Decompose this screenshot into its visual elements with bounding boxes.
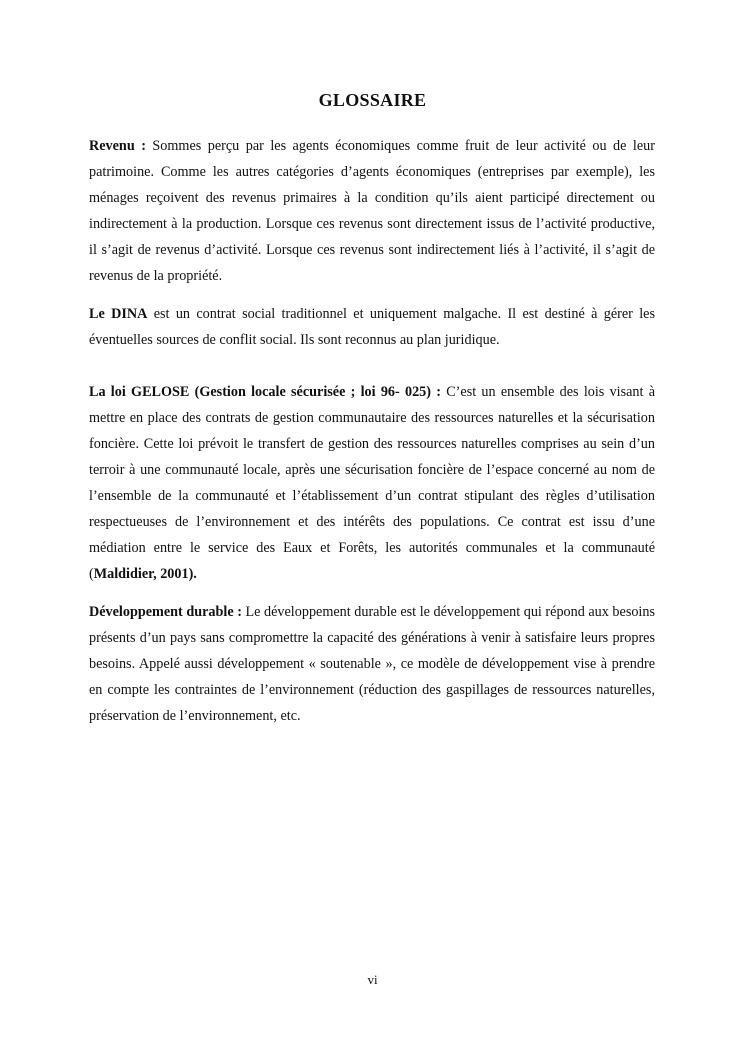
glossary-entry-developpement-durable <box>89 599 655 729</box>
entry-term: Développement durable : <box>89 604 242 620</box>
entry-term: La loi GELOSE (Gestion locale sécurisée ; loi 96- 025) : <box>89 384 441 400</box>
page-number: vi <box>367 972 378 987</box>
entry-term: Le DINA <box>89 306 148 322</box>
entry-definition: Sommes perçu par les agents économiques comme fruit de leur activité ou de leur patrimoine. Comme les autres catégories d’agents économiques (entreprises par exemple), les ménages reçoivent des revenus primaires à la condition qu’ils aient participé directement ou indirectement à la production. Lorsque ces revenus sont directement issus de l’activité productive, il s’agit de revenus d’activité. Lorsque ces revenus sont indirectement liés à l’activité, il s’agit de revenus de la propriété. <box>89 138 655 284</box>
entry-definition: Le développement durable est le développement qui répond aux besoins présents d’un pays sans compromettre la capacité des générations à venir à satisfaire leurs propres besoins. Appelé aussi développement « soutenable », ce modèle de développement vise à prendre en compte les contraintes de l’environnement (réduction des gaspillages de ressources naturelles, préservation de l’environnement, etc. <box>89 604 655 724</box>
glossary-body <box>89 133 655 729</box>
glossary-entry-dina <box>89 301 655 353</box>
entry-definition: C’est un ensemble des lois visant à mettre en place des contrats de gestion communautaire des ressources naturelles et la sécurisation foncière. Cette loi prévoit le transfert de gestion des ressources naturelles comprises au sein d’un terroir à une communauté locale, après une sécurisation foncière de l’espace concerné au nom de l’ensemble de la communauté et l’établissement d’un contrat stipulant des règles d’utilisation respectueuses de l’environnement et des intérêts des populations. Ce contrat est issu d’une médiation entre le service des Eaux et Forêts, les autorités communales et la communauté ( <box>89 384 656 582</box>
glossary-entry-revenu <box>89 133 655 289</box>
entry-definition: est un contrat social traditionnel et uniquement malgache. Il est destiné à gérer les éventuelles sources de conflit social. Ils sont reconnus au plan juridique. <box>89 306 655 348</box>
entry-term: Revenu : <box>89 138 146 154</box>
page-title: GLOSSAIRE <box>318 90 427 110</box>
glossary-entry-gelose <box>89 379 655 587</box>
entry-citation: Maldidier, 2001). <box>93 566 197 582</box>
